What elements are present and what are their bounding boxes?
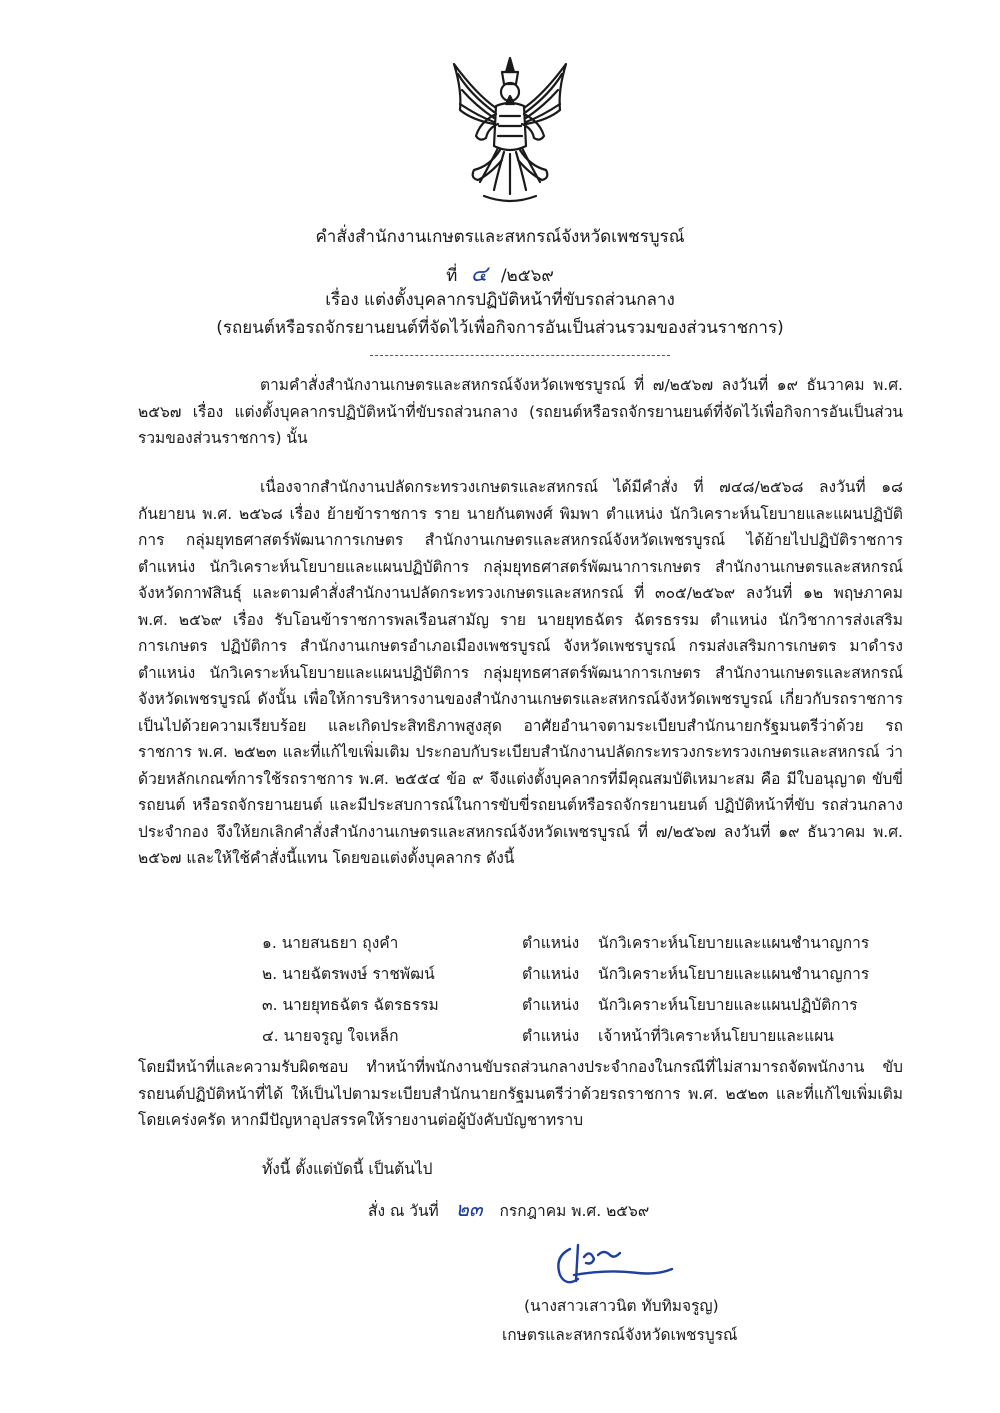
effective-statement: ทั้งนี้ ตั้งแต่บัดนี้ เป็นต้นไป bbox=[262, 1160, 433, 1178]
position-label: ตำแหน่ง bbox=[522, 965, 580, 983]
paragraph-1 bbox=[138, 372, 903, 452]
paragraph-1-text: ตามคำสั่งสำนักงานเกษตรและสหกรณ์จังหวัดเพชรบูรณ์ ที่ ๗/๒๕๖๗ ลงวันที่ ๑๙ ธันวาคม พ.ศ. ๒๕๖๗ เรื่อง แต่งตั้งบุคลากรปฏิบัติหน้าที่ขับรถส่วนกลาง (รถยนต์หรือรถจักรยานยนต์ที่จัดไว้เพื่อกิจการอันเป็นส่วนรวมของส่วนราชการ) นั้น bbox=[138, 376, 903, 447]
appointee-name: ๑. นายสนธยา ถุงคำ bbox=[262, 934, 399, 952]
order-date-line bbox=[368, 1193, 649, 1225]
list-item bbox=[262, 1023, 912, 1047]
appointee-name: ๔. นายจรูญ ใจเหล็ก bbox=[262, 1027, 399, 1045]
paragraph-3: โดยมีหน้าที่และความรับผิดชอบ ทำหน้าที่พนักงานขับรถส่วนกลางประจำกองในกรณีที่ไม่สามารถจัดพนักงาน ขับรถยนต์ปฏิบัติหน้าที่ได้ ให้เป็นไปตามระเบียบสำนักนายกรัฐมนตรีว่าด้วยรถราชการ พ.ศ. ๒๕๒๓ และที่แก้ไขเพิ่มเติม โดยเคร่งครัด หากมีปัญหาอุปสรรคให้รายงานต่อผู้บังคับบัญชาทราบ bbox=[138, 1058, 903, 1129]
list-item bbox=[262, 961, 912, 985]
order-subject: เรื่อง แต่งตั้งบุคลากรปฏิบัติหน้าที่ขับรถส่วนกลาง bbox=[325, 290, 675, 310]
order-number-handwritten: ๔ bbox=[470, 262, 488, 287]
signatory-title: เกษตรและสหกรณ์จังหวัดเพชรบูรณ์ bbox=[502, 1326, 738, 1344]
date-month-year: กรกฎาคม พ.ศ. ๒๕๖๙ bbox=[499, 1202, 650, 1220]
signatory-name: (นางสาวเสาวนิต ทับทิมจรูญ) bbox=[524, 1297, 719, 1315]
date-prefix: สั่ง ณ วันที่ bbox=[368, 1202, 439, 1220]
list-item bbox=[262, 930, 912, 954]
appointee-position: นักวิเคราะห์นโยบายและแผนชำนาญการ bbox=[598, 965, 870, 983]
appointee-name: ๓. นายยุทธฉัตร ฉัตรธรรม bbox=[262, 996, 439, 1014]
position-label: ตำแหน่ง bbox=[522, 1027, 580, 1045]
appointee-name: ๒. นายฉัตรพงษ์ ราชพัฒน์ bbox=[262, 965, 435, 983]
order-year: /๒๕๖๙ bbox=[500, 266, 554, 286]
order-issuer-title: คำสั่งสำนักงานเกษตรและสหกรณ์จังหวัดเพชรบูรณ์ bbox=[315, 227, 685, 247]
header-divider bbox=[370, 355, 670, 356]
signature-icon bbox=[548, 1235, 678, 1295]
appointee-position: เจ้าหน้าที่วิเคราะห์นโยบายและแผน bbox=[598, 1027, 834, 1045]
position-label: ตำแหน่ง bbox=[522, 996, 580, 1014]
appointee-position: นักวิเคราะห์นโยบายและแผนชำนาญการ bbox=[598, 934, 870, 952]
garuda-emblem-icon bbox=[440, 50, 580, 210]
order-prefix: ที่ bbox=[446, 266, 458, 286]
date-day-handwritten: ๒๓ bbox=[455, 1197, 483, 1221]
order-number-line bbox=[0, 256, 1000, 291]
position-label: ตำแหน่ง bbox=[522, 934, 580, 952]
order-subject-note: (รถยนต์หรือรถจักรยานยนต์ที่จัดไว้เพื่อกิจการอันเป็นส่วนรวมของส่วนราชการ) bbox=[216, 318, 784, 338]
paragraph-2 bbox=[138, 474, 903, 872]
paragraph-2-text: เนื่องจากสำนักงานปลัดกระทรวงเกษตรและสหกรณ์ ได้มีคำสั่ง ที่ ๗๔๘/๒๕๖๘ ลงวันที่ ๑๘ กันยายน พ.ศ. ๒๕๖๘ เรื่อง ย้ายข้าราชการ ราย นายกันตพงศ์ พิมพา ตำแหน่ง นักวิเคราะห์นโยบายและแผนปฏิบัติการ กลุ่มยุทธศาสตร์พัฒนาการเกษตร สำนักงานเกษตรและสหกรณ์จังหวัดเพชรบูรณ์ ได้ย้ายไปปฏิบัติราชการ ตำแหน่ง นักวิเคราะห์นโยบายและแผนปฏิบัติการ กลุ่มยุทธศาสตร์พัฒนาการเกษตร สำนักงานเกษตรและสหกรณ์ จังหวัดกาฬสินธุ์ และตามคำสั่งสำนักงานปลัดกระทรวงเกษตรและสหกรณ์ ที่ ๓๐๕/๒๕๖๙ ลงวันที่ ๑๒ พฤษภาคม พ.ศ. ๒๕๖๙ เรื่อง รับโอนข้าราชการพลเรือนสามัญ ราย นายยุทธฉัตร ฉัตรธรรม ตำแหน่ง นักวิชาการส่งเสริมการเกษตร ปฏิบัติการ สำนักงานเกษตรอำเภอเมืองเพชรบูรณ์ จังหวัดเพชรบูรณ์ กรมส่งเสริมการเกษตร มาดำรงตำแหน่ง นักวิเคราะห์นโยบายและแผนปฏิบัติการ กลุ่มยุทธศาสตร์พัฒนาการเกษตร สำนักงานเกษตรและสหกรณ์ จังหวัดเพชรบูรณ์ ดังนั้น เพื่อให้การบริหารงานของสำนักงานเกษตรและสหกรณ์จังหวัดเพชรบูรณ์ เกี่ยวกับรถราชการ เป็นไปด้วยความเรียบร้อย และเกิดประสิทธิภาพสูงสุด อาศัยอำนาจตามระเบียบสำนักนายกรัฐมนตรีว่าด้วย รถราชการ พ.ศ. ๒๕๒๓ และที่แก้ไขเพิ่มเติม ประกอบกับระเบียบสำนักงานปลัดกระทรวงกระทรวงเกษตรและสหกรณ์ ว่าด้วยหลักเกณฑ์การใช้รถราชการ พ.ศ. ๒๕๕๔ ข้อ ๙ จึงแต่งตั้งบุคลากรที่มีคุณสมบัติเหมาะสม คือ มีใบอนุญาต ขับขี่รถยนต์ หรือรถจักรยานยนต์ และมีประสบการณ์ในการขับขี่รถยนต์หรือรถจักรยานยนต์ ปฏิบัติหน้าที่ขับ รถส่วนกลางประจำกอง จึงให้ยกเลิกคำสั่งสำนักงานเกษตรและสหกรณ์จังหวัดเพชรบูรณ์ ที่ ๗/๒๕๖๗ ลงวันที่ ๑๙ ธันวาคม พ.ศ. ๒๕๖๗ และให้ใช้คำสั่งนี้แทน โดยขอแต่งตั้งบุคลากร ดังนี้ bbox=[138, 478, 903, 867]
appointee-position: นักวิเคราะห์นโยบายและแผนปฏิบัติการ bbox=[598, 996, 858, 1014]
list-item bbox=[262, 992, 912, 1016]
